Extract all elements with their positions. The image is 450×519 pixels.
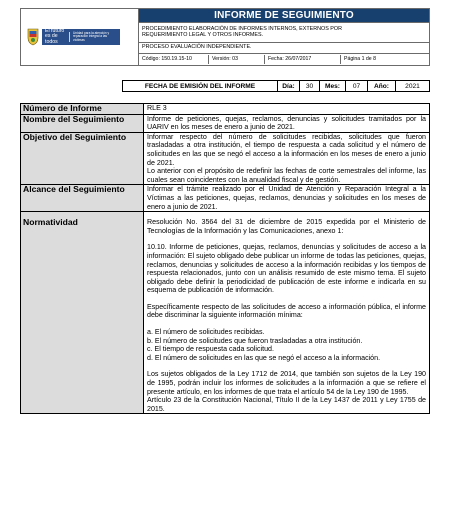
day-label: Día:	[278, 81, 300, 91]
day-value: 30	[300, 81, 320, 91]
row-normatividad	[21, 212, 430, 414]
list-item: c. El tiempo de respuesta cada solicitud.	[147, 345, 274, 354]
numero-label: Número de Informe	[21, 104, 144, 115]
report-details-table	[20, 103, 430, 414]
row-objetivo	[21, 132, 430, 185]
norm-paragraph-1: Resolución No. 3564 del 31 de diciembre de 2015 expedida por el Ministerio de Tecnologías de la Información y las Comunicaciones, anexo 1:	[147, 218, 426, 235]
objetivo-paragraph-2: Lo anterior con el propósito de redefinir las fechas de corte semestrales del informe, las cuales sean coincidentes con la anualidad fiscal y de gestión.	[147, 167, 426, 184]
nombre-value: Informe de peticiones, quejas, reclamos, denuncias y solicitudes tramitados por la UARIV en los meses de enero a junio de 2021.	[144, 114, 430, 132]
list-item: a. El número de solicitudes recibidas.	[147, 328, 265, 337]
colombia-shield-icon	[27, 28, 39, 46]
year-value: 2021	[405, 82, 420, 90]
document-date: Fecha: 26/07/2017	[265, 55, 341, 64]
list-item: d. El número de solicitudes en las que se negó el acceso a la información.	[147, 353, 381, 362]
normatividad-value	[144, 212, 430, 414]
page-number: Página 1 de 8	[344, 56, 377, 63]
document-code: Código: 150.19.15-10	[139, 55, 209, 64]
emission-date-label: FECHA DE EMISIÓN DEL INFORME	[123, 81, 278, 91]
objetivo-paragraph-1: Informar respecto del número de solicitudes recibidas, solicitudes que fueron trasladadas a otra institución, el tiempo de respuesta a cada solicitud y el número de solicitudes en las que se negó el acceso a la información en los meses de enero a junio de 2021.	[147, 132, 426, 167]
numero-value: RLE 3	[144, 104, 430, 115]
process-name: PROCESO EVALUACIÓN INDEPENDIENTE.	[139, 42, 430, 54]
objetivo-label: Objetivo del Seguimiento	[21, 132, 144, 185]
norm-paragraph-5: Artículo 23 de la Constitución Nacional, Título II de la Ley 1437 de 2011 y Ley 1755 de 2015.	[147, 396, 426, 413]
nombre-label: Nombre del Seguimiento	[21, 114, 144, 132]
norm-paragraph-4: Los sujetos obligados de la Ley 1712 de 2014, que también son sujetos de la Ley 190 de 1995, podrán incluir los informes de solicitudes a la información a que se refiere el presente artículo, en los informes de que trata el artículo 54 de la Ley 190 de 1995.	[147, 370, 426, 396]
list-item: b. El número de solicitudes que fueron trasladadas a otra institución.	[147, 336, 363, 345]
norm-paragraph-3: Específicamente respecto de las solicitudes de acceso a información pública, el informe debe discriminar la siguiente información mínima:	[147, 302, 426, 320]
objetivo-value	[144, 132, 430, 185]
year-label: Año:	[368, 81, 396, 91]
document-header	[20, 8, 430, 66]
normatividad-label: Normatividad	[21, 212, 144, 414]
report-title: INFORME DE SEGUIMIENTO	[139, 9, 430, 23]
norm-list	[147, 328, 426, 362]
row-nombre	[21, 114, 430, 132]
alcance-label: Alcance del Seguimiento	[21, 185, 144, 212]
logo-cell	[21, 9, 139, 66]
month-value: 07	[346, 81, 368, 91]
row-alcance	[21, 185, 430, 212]
document-version: Versión: 03	[209, 55, 265, 64]
emission-date-bar	[122, 80, 430, 92]
procedure-name: PROCEDIMIENTO ELABORACIÓN DE INFORMES INTERNOS, EXTERNOS POR REQUERIMIENTO LEGAL Y OTROS INFORMES.	[139, 23, 430, 43]
norm-paragraph-2: 10.10. Informe de peticiones, quejas, reclamos, denuncias y solicitudes de acceso a la información: El sujeto obligado debe publicar un informe de todas las peticiones, quejas, reclamos, denuncias y solicitudes de acceso a la información recibidas y los tiempos de respuesta relacionados, junto con un análisis resumido de este mismo tema. El sujeto obligado debe definir la periodicidad de publicación de este informe e indicarla en su esquema de publicación de información.	[147, 243, 426, 295]
document-meta	[139, 54, 430, 66]
month-label: Mes:	[320, 81, 346, 91]
row-numero	[21, 104, 430, 115]
alcance-value: Informar el trámite realizado por el Unidad de Atención y Reparación Integral a la Víctimas a las peticiones, quejas, reclamos, denuncias y solicitudes en los meses de enero a junio de 2021.	[144, 185, 430, 212]
unidad-victimas-logo: El futuro es de todos Unidad para la atención y reparación integral a las víctimas	[42, 29, 120, 45]
